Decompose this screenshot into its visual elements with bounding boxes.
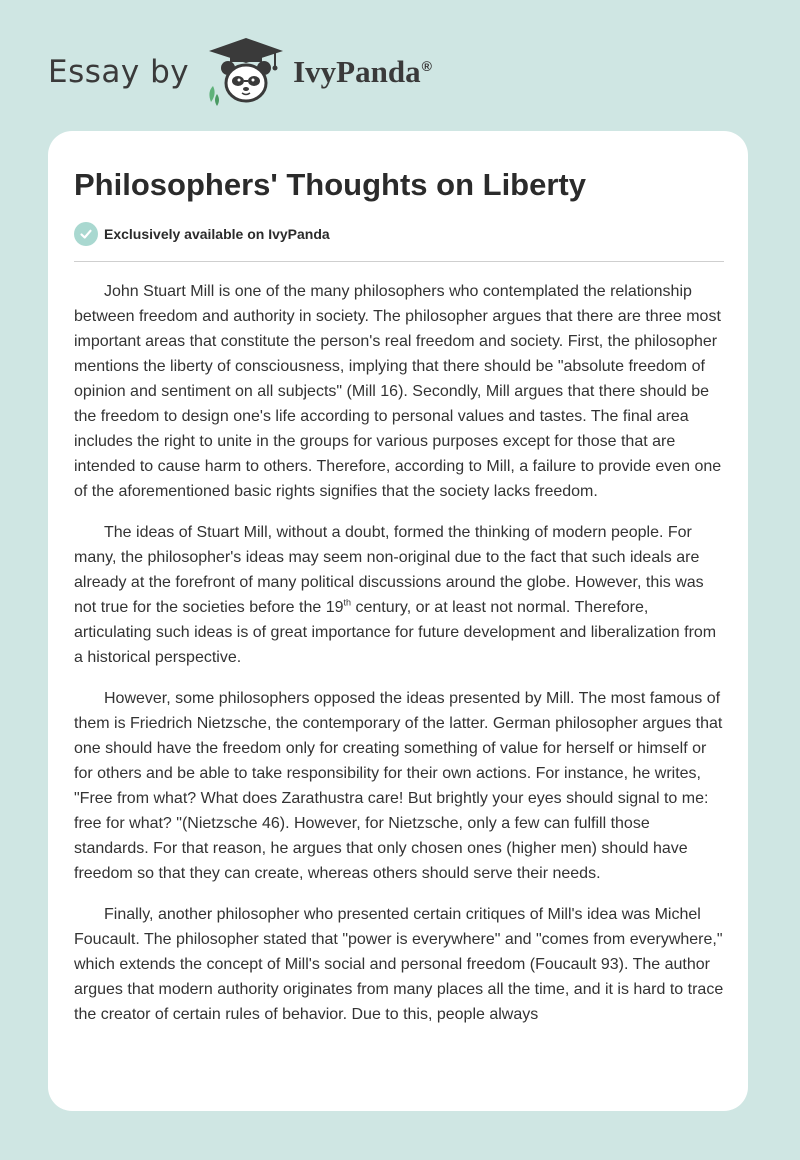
superscript: th xyxy=(343,597,352,608)
essay-card xyxy=(48,131,748,1111)
essay-body xyxy=(74,279,724,1043)
brand-name: IvyPanda® xyxy=(293,54,432,89)
check-circle-icon xyxy=(74,222,98,246)
essay-title: Philosophers' Thoughts on Liberty xyxy=(74,167,586,202)
exclusive-badge xyxy=(74,222,330,246)
paragraph: Finally, another philosopher who presented certain critiques of Mill's idea was Michel Foucault. The philosopher stated that "power is everywhere" and "comes from everywhere," which extends the concept of Mill's social and personal freedom (Foucault 93). The author argues that modern authority originates from many places all the time, and it is hard to trace the creator of certain rules of behavior. Due to this, people always xyxy=(74,906,724,1023)
paragraph: John Stuart Mill is one of the many philosophers who contemplated the relationship between freedom and authority in society. The philosopher argues that there are three most important areas that constitute the person's real freedom and society. First, the philosopher mentions the liberty of consciousness, implying that there should be "absolute freedom of opinion and sentiment on all subjects" (Mill 16). Secondly, Mill argues that there should be the freedom to design one's life according to personal values and tastes. The final area includes the right to unite in the groups for various purposes except for those that are intended to cause harm to others. Therefore, according to Mill, a failure to provide even one of the aforementioned basic rights signifies that the society lacks freedom. xyxy=(74,283,722,500)
site-header xyxy=(48,36,432,108)
exclusive-badge-label: Exclusively available on IvyPanda xyxy=(104,226,330,242)
registered-mark: ® xyxy=(421,57,432,74)
panda-graduate-icon xyxy=(203,36,289,108)
title-divider xyxy=(74,261,724,262)
paragraph: However, some philosophers opposed the ideas presented by Mill. The most famous of them is Friedrich Nietzsche, the contemporary of the latter. German philosopher argues that one should have the freedom only for creating something of value for herself or himself or for others and be able to take responsibility for their own actions. For instance, he writes, "Free from what? What does Zarathustra care! But brightly your eyes should signal to me: free for what? "(Nietzsche 46). However, for Nietzsche, only a few can fulfill those standards. For that reason, he argues that only chosen ones (higher men) should have freedom so that they can create, whereas others should serve their needs. xyxy=(74,690,723,882)
essay-by-label: Essay by xyxy=(48,54,190,90)
paragraph: The ideas of Stuart Mill, without a doubt, formed the thinking of modern people. For many, the philosopher's ideas may seem non-original due to the fact that such ideals are already at the forefront of many political discussions around the globe. However, this was not true for the societies before the 19th century, or at least not normal. Therefore, articulating such ideas is of great importance for future development and liberalization from a historical perspective. xyxy=(74,524,717,666)
